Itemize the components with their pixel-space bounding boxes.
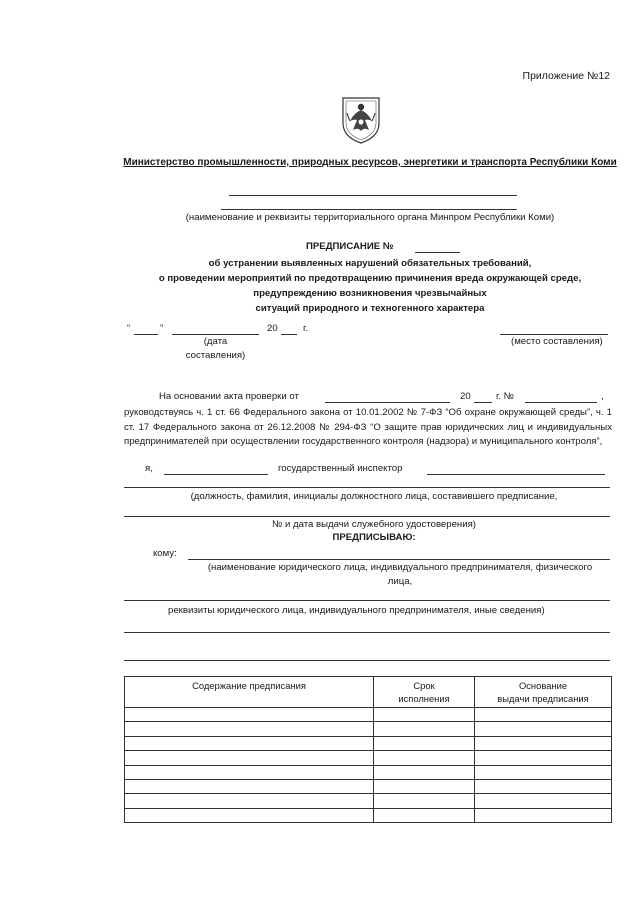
requisites-line-2 bbox=[124, 660, 610, 661]
table-row bbox=[125, 794, 612, 808]
prescription-subtitle bbox=[150, 256, 590, 316]
table-cell[interactable] bbox=[374, 808, 475, 822]
annex-label: Приложение №12 bbox=[522, 70, 610, 82]
date-quote-open: “ bbox=[127, 323, 131, 334]
subtitle-line-4: предупреждению возникновения чрезвычайных bbox=[253, 288, 487, 299]
table-cell[interactable] bbox=[374, 722, 475, 736]
table-cell[interactable] bbox=[475, 765, 612, 779]
basis-prefix: На основании акта проверки от bbox=[159, 391, 299, 402]
table-header-row bbox=[125, 677, 612, 708]
table-cell[interactable] bbox=[374, 736, 475, 750]
month-line bbox=[172, 334, 259, 335]
day-line bbox=[134, 334, 158, 335]
table-row bbox=[125, 736, 612, 750]
territorial-name-line-1 bbox=[229, 195, 517, 196]
subtitle-line-2: об устранении выявленных нарушений обязательных требований, bbox=[208, 258, 532, 269]
prescription-table bbox=[124, 676, 612, 823]
act-number-line bbox=[525, 402, 597, 403]
table-cell[interactable] bbox=[374, 794, 475, 808]
prescription-number-line bbox=[415, 252, 460, 253]
official-caption: (должность, фамилия, инициалы должностного лица, составившего предписание, bbox=[190, 491, 558, 502]
table-cell[interactable] bbox=[475, 779, 612, 793]
to-whom-label: кому: bbox=[153, 548, 177, 559]
i-label: я, bbox=[145, 463, 153, 474]
ministry-title: Министерство промышленности, природных ресурсов, энергетики и транспорта Республики Коми bbox=[123, 157, 617, 168]
basis-number-label: г. № bbox=[496, 391, 514, 402]
table-cell[interactable] bbox=[475, 794, 612, 808]
requisites-caption: реквизиты юридического лица, индивидуального предпринимателя, иные сведения) bbox=[168, 605, 545, 616]
table-row bbox=[125, 779, 612, 793]
subtitle-line-5: ситуаций природного и техногенного характера bbox=[255, 303, 485, 314]
official-line-2 bbox=[124, 516, 610, 517]
place-caption: (место составления) bbox=[511, 336, 603, 347]
col-basis-header: Основание выдачи предписания bbox=[475, 677, 612, 708]
table-cell[interactable] bbox=[125, 794, 374, 808]
date-quote-close: ” bbox=[160, 323, 164, 334]
table-cell[interactable] bbox=[475, 722, 612, 736]
table-cell[interactable] bbox=[475, 751, 612, 765]
col-content-header: Содержание предписания bbox=[125, 677, 374, 708]
table-cell[interactable] bbox=[475, 708, 612, 722]
act-date-line bbox=[325, 402, 450, 403]
territorial-caption: (наименование и реквизиты территориального органа Минпром Республики Коми) bbox=[185, 212, 555, 223]
subtitle-line-3: о проведении мероприятий по предотвращению причинения вреда окружающей среде, bbox=[158, 273, 582, 284]
place-line bbox=[500, 334, 608, 335]
prescription-title: ПРЕДПИСАНИЕ № bbox=[306, 241, 394, 252]
inspector-name-line bbox=[164, 474, 268, 475]
table-cell[interactable] bbox=[125, 765, 374, 779]
territorial-name-line-2 bbox=[221, 209, 517, 210]
date-century: 20 bbox=[267, 323, 278, 334]
table-row bbox=[125, 708, 612, 722]
certificate-caption: № и дата выдачи служебного удостоверения) bbox=[272, 519, 476, 530]
basis-century: 20 bbox=[460, 391, 471, 402]
requisites-line-1 bbox=[124, 632, 610, 633]
entity-line bbox=[124, 600, 610, 601]
coat-of-arms-emblem bbox=[340, 95, 382, 145]
inspector-label: государственный инспектор bbox=[278, 463, 403, 474]
table-cell[interactable] bbox=[475, 736, 612, 750]
table-cell[interactable] bbox=[374, 765, 475, 779]
basis-comma: , bbox=[601, 391, 604, 402]
table-cell[interactable] bbox=[125, 708, 374, 722]
table-cell[interactable] bbox=[125, 751, 374, 765]
inspector-position-line bbox=[427, 474, 605, 475]
table-cell[interactable] bbox=[125, 779, 374, 793]
date-caption-2: составления) bbox=[185, 350, 246, 361]
table-cell[interactable] bbox=[125, 808, 374, 822]
table-row bbox=[125, 808, 612, 822]
entity-caption-2: лица, bbox=[387, 576, 413, 587]
recipient-line bbox=[188, 559, 610, 560]
entity-caption-1: (наименование юридического лица, индивидуального предпринимателя, физического bbox=[207, 562, 593, 573]
prescribe-heading: ПРЕДПИСЫВАЮ: bbox=[332, 532, 416, 543]
law-paragraph: руководствуясь ч. 1 ст. 66 Федерального закона от 10.01.2002 № 7-ФЗ “Об охране окружающей среды”, ч. 1 ст. 17 Федерального закона от 26.12.2008 № 294-ФЗ “О защите прав юридических лиц и индивидуальных предпринимателей при осуществлении государственного контроля (надзора) и муниципального контроля”, bbox=[124, 407, 612, 448]
table-cell[interactable] bbox=[475, 808, 612, 822]
act-year-line bbox=[474, 402, 492, 403]
official-line-1 bbox=[124, 487, 610, 488]
table-row bbox=[125, 722, 612, 736]
table-cell[interactable] bbox=[125, 736, 374, 750]
date-caption-1: (дата bbox=[203, 336, 228, 347]
year-line bbox=[281, 334, 297, 335]
table-row bbox=[125, 751, 612, 765]
table-cell[interactable] bbox=[374, 751, 475, 765]
date-year-suffix: г. bbox=[303, 323, 308, 334]
table-cell[interactable] bbox=[125, 722, 374, 736]
col-deadline-header: Срок исполнения bbox=[374, 677, 475, 708]
table-row bbox=[125, 765, 612, 779]
table-cell[interactable] bbox=[374, 708, 475, 722]
table-cell[interactable] bbox=[374, 779, 475, 793]
